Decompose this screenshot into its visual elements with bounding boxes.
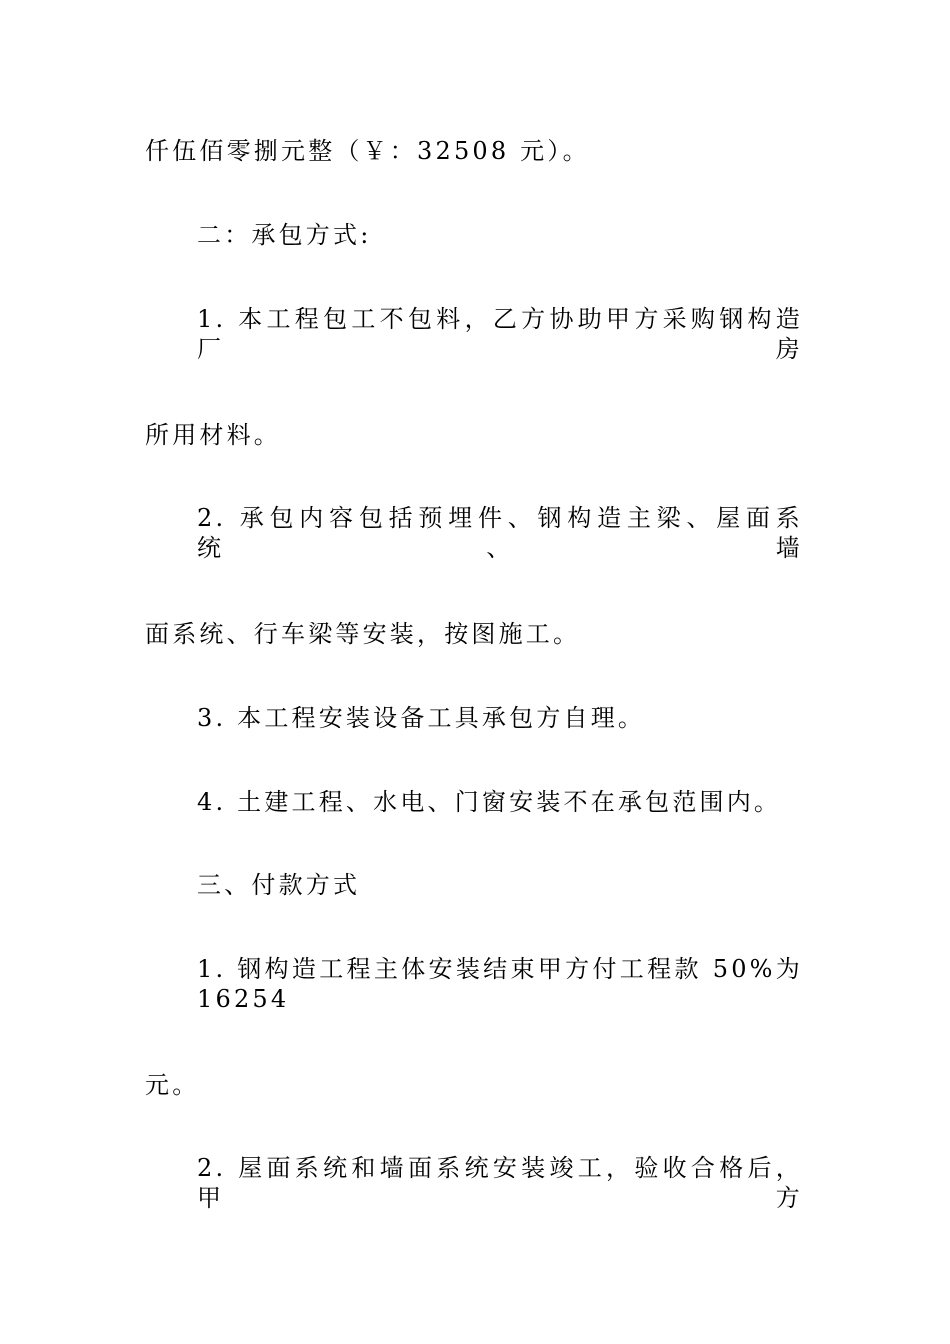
text-line-12: 2. 屋面系统和墙面系统安装竣工，验收合格后，甲方 (197, 1154, 803, 1212)
text-line-1: 仟伍佰零捌元整（￥：32508 元）。 (145, 137, 590, 165)
text-line-7: 3. 本工程安装设备工具承包方自理。 (197, 704, 646, 732)
text-line-6: 面系统、行车梁等安装，按图施工。 (145, 620, 581, 648)
text-line-5: 2. 承包内容包括预埋件、钢构造主梁、屋面系统、墙 (197, 504, 803, 562)
text-line-10: 1. 钢构造工程主体安装结束甲方付工程款 50%为 16254 (197, 955, 803, 1013)
text-line-3: 1. 本工程包工不包料，乙方协助甲方采购钢构造厂房 (197, 305, 803, 363)
section-heading-contract-method: 二：承包方式: (197, 221, 372, 249)
text-line-4: 所用材料。 (145, 421, 281, 449)
text-line-8: 4. 土建工程、水电、门窗安装不在承包范围内。 (197, 788, 782, 816)
text-line-11: 元。 (145, 1071, 200, 1099)
section-heading-payment-method: 三、付款方式 (197, 871, 361, 899)
